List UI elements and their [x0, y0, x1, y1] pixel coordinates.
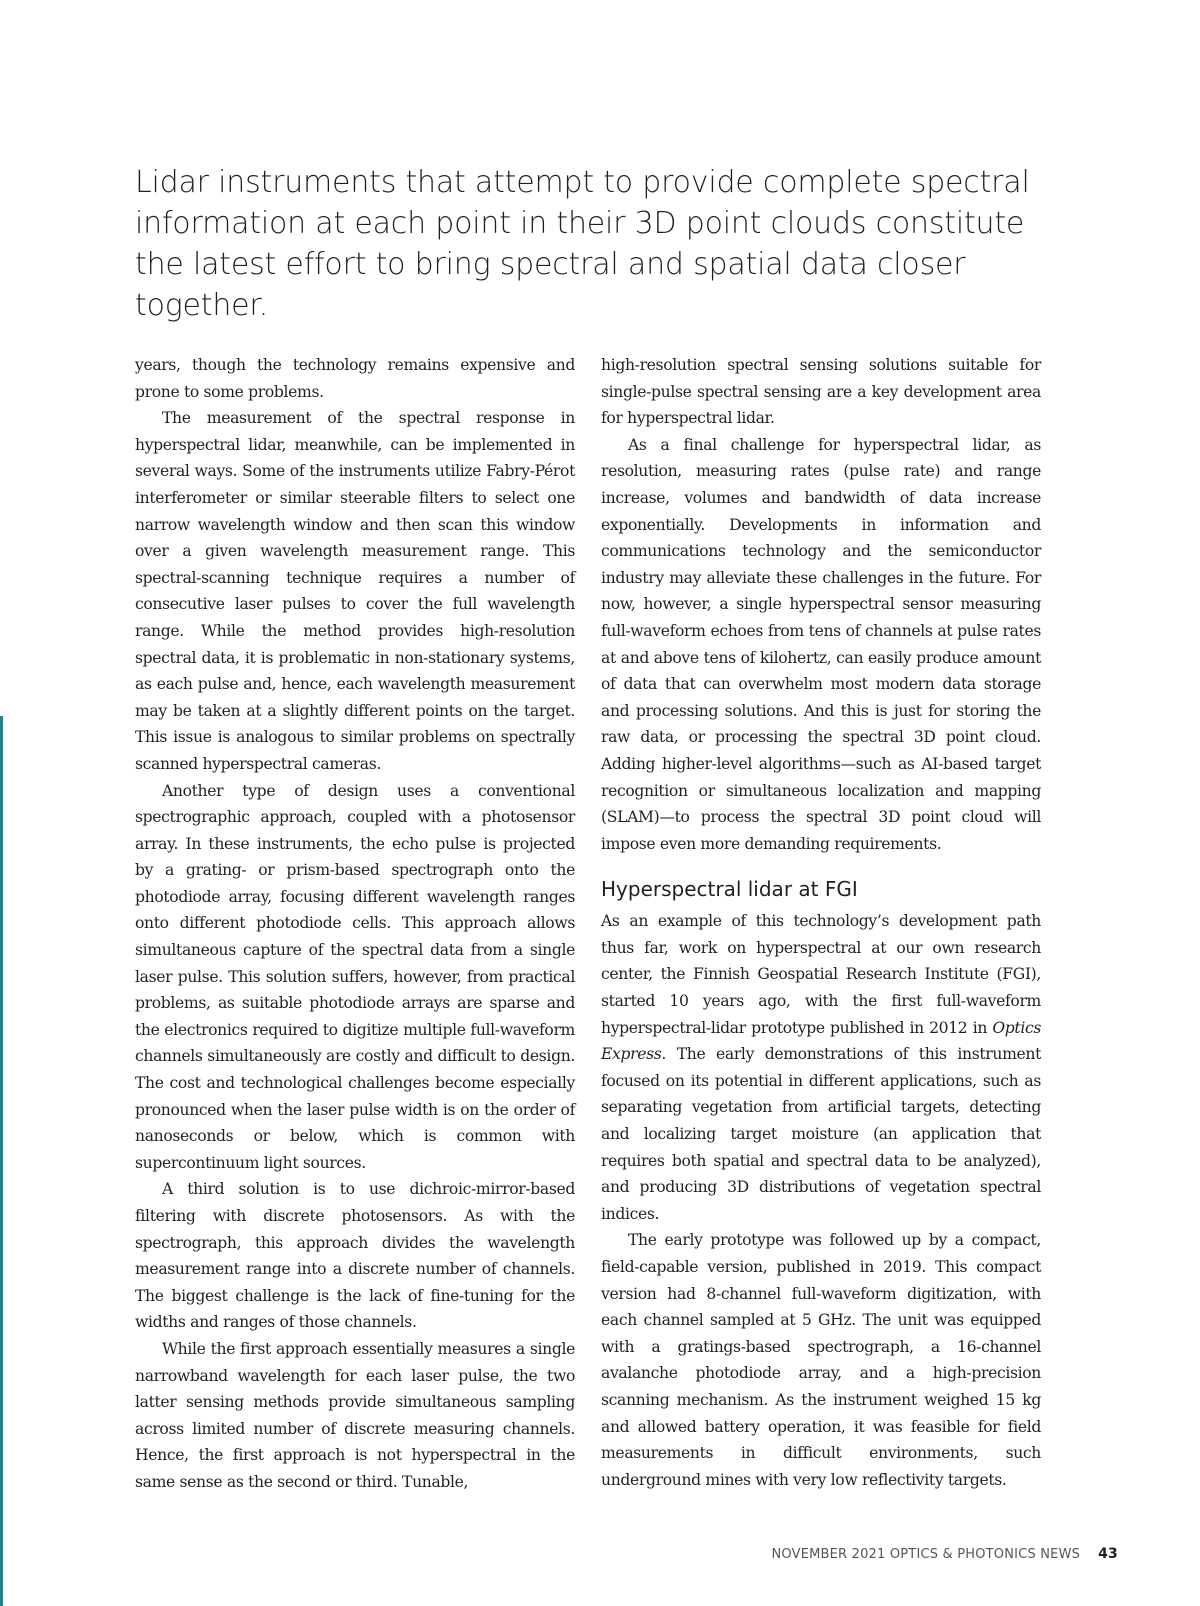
body-paragraph: The measurement of the spectral response in hyperspectral lidar, meanwhile, can be implemented in several ways. Some of the instruments utilize Fabry-Pérot interferometer or similar steerable filters to select one narrow wavelength window and then scan this window over a given wavelength measurement range. This spectral-scanning technique requires a number of consecutive laser pulses to cover the full wavelength range. While the method provides high-resolution spectral data, it is problematic in non-stationary systems, as each pulse and, hence, each wavelength measurement may be taken at a slightly different points on the target. This issue is analogous to similar problems on spectrally scanned hyperspectral cameras.: [135, 409, 575, 773]
page-number: 43: [1098, 1546, 1118, 1562]
page-edge-bar: [0, 716, 3, 1606]
page-footer: [771, 1546, 1118, 1562]
body-paragraph: A third solution is to use dichroic-mirror-based filtering with discrete photosensors. As with the spectrograph, this approach divides the wavelength measurement range into a discrete number of channels. The biggest challenge is the lack of fine-tuning for the widths and ranges of those channels.: [135, 1180, 575, 1332]
section-heading: Hyperspectral lidar at FGI: [601, 877, 858, 902]
body-paragraph: Another type of design uses a conventional spectrographic approach, coupled with a photosensor array. In these instruments, the echo pulse is projected by a grating- or prism-based spectrograph onto the photodiode array, focusing different wavelength ranges onto different photodiode cells. This approach allows simultaneous capture of the spectral data from a single laser pulse. This solution suffers, however, from practical problems, as suitable photodiode arrays are sparse and the electronics required to digitize multiple full-waveform channels simultaneously are costly and difficult to design. The cost and technological challenges become especially pronounced when the laser pulse width is on the order of nanoseconds or below, which is common with supercontinuum light sources.: [135, 781, 575, 1172]
pull-quote: Lidar instruments that attempt to provide complete spectral information at each point in their 3D point clouds constitute the latest effort to bring spectral and spatial data closer together.: [135, 165, 1030, 323]
right-column: [601, 352, 1041, 1493]
body-paragraph: [601, 908, 1041, 1227]
paragraph-text: . The early demonstrations of this instrument focused on its potential in different applications, such as separating vegetation from artificial targets, detecting and localizing target moisture (an application that requires both spatial and spectral data to be analyzed), and producing 3D distributions of vegetation spectral indices.: [601, 1045, 1041, 1223]
left-column: [135, 352, 575, 1496]
body-paragraph: The early prototype was followed up by a compact, field-capable version, published in 2019. This compact version had 8-channel full-waveform digitization, with each channel sampled at 5 GHz. The unit was equipped with a gratings-based spectrograph, a 16-channel avalanche photodiode array, and a high-precision scanning mechanism. As the instrument weighed 15 kg and allowed battery operation, it was feasible for field measurements in difficult environments, such underground mines with very low reflectivity targets.: [601, 1231, 1041, 1489]
body-paragraph: While the first approach essentially measures a single narrowband wavelength for each laser pulse, the two latter sensing methods provide simultaneous sampling across limited number of discrete measuring channels. Hence, the first approach is not hyperspectral in the same sense as the second or third. Tunable,: [135, 1339, 575, 1491]
body-paragraph: years, though the technology remains expensive and prone to some problems.: [135, 356, 575, 401]
body-paragraph: As a final challenge for hyperspectral lidar, as resolution, measuring rates (pulse rate) and range increase, volumes and bandwidth of data increase exponentially. Developments in information and communications technology and the semiconductor industry may alleviate these challenges in the future. For now, however, a single hyperspectral sensor measuring full-waveform echoes from tens of channels at pulse rates at and above tens of kilohertz, can easily produce amount of data that can overwhelm most modern data storage and processing solutions. And this is just for storing the raw data, or processing the spectral 3D point cloud. Adding higher-level algorithms—such as AI-based target recognition or simultaneous localization and mapping (SLAM)—to process the spectral 3D point cloud will impose even more demanding requirements.: [601, 435, 1041, 853]
journal-title: Optics Express: [601, 1018, 1041, 1064]
issue-label: NOVEMBER 2021 OPTICS & PHOTONICS NEWS: [771, 1547, 1081, 1562]
body-paragraph: high-resolution spectral sensing solutions suitable for single-pulse spectral sensing are a key development area for hyperspectral lidar.: [601, 356, 1041, 428]
paragraph-text: As an example of this technology’s development path thus far, work on hyperspectral at our own research center, the Finnish Geospatial Research Institute (FGI), started 10 years ago, with the first full-waveform hyperspectral-lidar prototype published in 2012 in: [601, 912, 1041, 1037]
